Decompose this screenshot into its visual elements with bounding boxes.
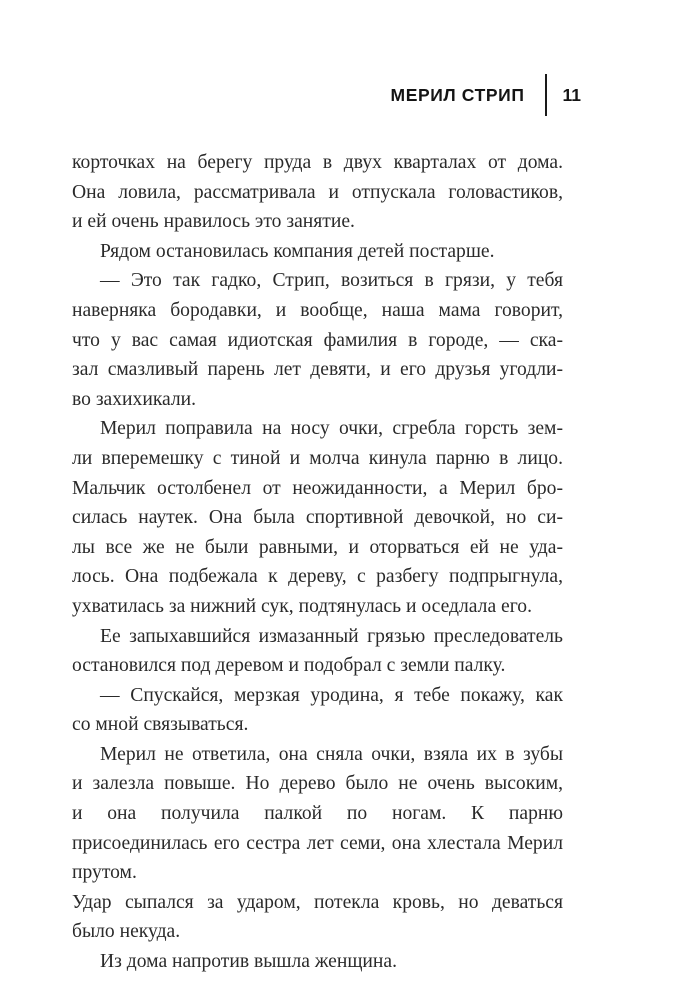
text-line: было некуда. (72, 921, 181, 943)
text-line: — Это так гадко, Стрип, возиться в грязи, у тебя (100, 270, 563, 292)
text-line: ли вперемешку с тиной и молча кинула парню в лицо. (72, 447, 563, 469)
text-line: ухватилась за нижний сук, подтянулась и оседлала его. (72, 595, 532, 617)
paragraph (72, 681, 563, 740)
paragraph (72, 237, 563, 267)
paragraph (72, 266, 563, 414)
body-text (72, 148, 563, 977)
text-line: остановился под деревом и подобрал с земли палку. (72, 655, 506, 677)
text-line: корточках на берегу пруда в двух кварталах от дома. (72, 152, 563, 173)
header-divider (545, 74, 547, 116)
paragraph (72, 740, 563, 947)
text-line: Мерил поправила на носу очки, сгребла горсть зем- (100, 418, 563, 440)
text-line: Мерил не ответила, она сняла очки, взяла их в зубы (100, 743, 563, 765)
text-line: во захихикали. (72, 388, 197, 410)
text-line: Ее запыхавшийся измазанный грязью преследователь (100, 625, 563, 647)
text-line: и она получила палкой по ногам. К парню присоединилась его сестра лет семи, она хлестала Мерил прутом. (72, 803, 563, 884)
text-line: Из дома напротив вышла женщина. (100, 951, 397, 973)
text-line: зал смазливый парень лет девяти, и его друзья угодли- (72, 359, 563, 381)
text-line: что у вас самая идиотская фамилия в городе, — ска- (72, 329, 563, 351)
page-number: 11 (562, 84, 581, 105)
text-line: — Спускайся, мерзкая уродина, я тебе покажу, как (100, 684, 563, 706)
paragraph (72, 622, 563, 681)
text-line: Удар сыпался за ударом, потекла кровь, но деваться (72, 891, 563, 913)
paragraph (72, 148, 563, 237)
text-line: со мной связываться. (72, 714, 249, 736)
paragraph (72, 414, 563, 621)
chapter-title: МЕРИЛ СТРИП (390, 84, 525, 105)
text-line: Мальчик остолбенел от неожиданности, а Мерил бро- (72, 477, 563, 499)
text-line: и ей очень нравилось это занятие. (72, 211, 355, 233)
text-line: лось. Она подбежала к дереву, с разбегу подпрыгнула, (72, 566, 563, 588)
text-line: лы все же не были равными, и оторваться ей не уда- (72, 536, 563, 558)
text-line: Она ловила, рассматривала и отпускала головастиков, (72, 181, 563, 203)
paragraph (72, 947, 563, 977)
text-line: наверняка бородавки, и вообще, наша мама говорит, (72, 299, 563, 321)
text-line: и залезла повыше. Но дерево было не очень высоким, (72, 773, 563, 795)
text-line: Рядом остановилась компания детей постарше. (100, 240, 495, 262)
running-head (391, 74, 581, 116)
text-line: силась наутек. Она была спортивной девочкой, но си- (72, 507, 563, 529)
